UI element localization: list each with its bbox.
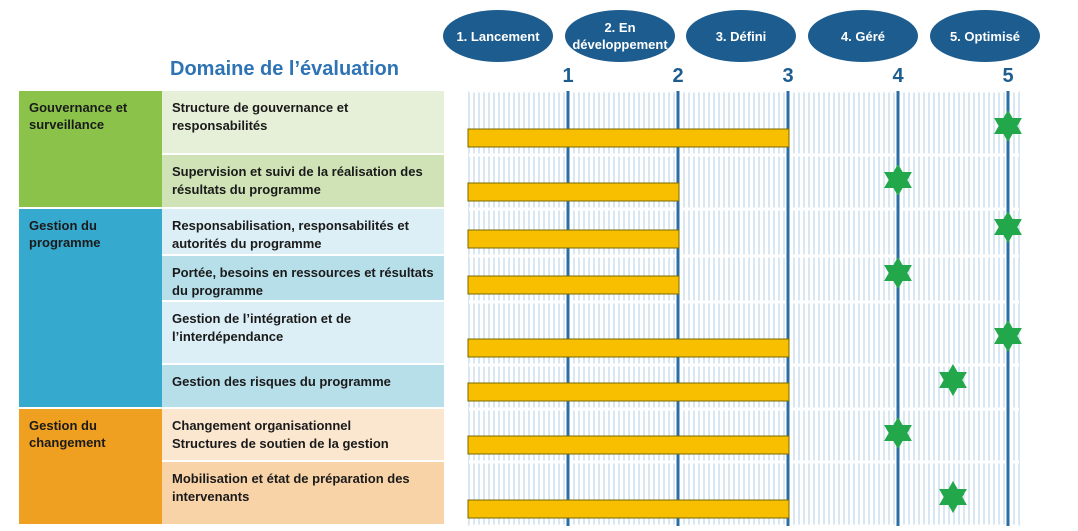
target-level-star <box>994 211 1022 243</box>
current-level-bar <box>468 436 789 454</box>
x-tick-label: 5 <box>1002 65 1014 87</box>
domain-item: Portée, besoins en ressources et résultats du programme <box>162 256 444 300</box>
maturity-level-5: 5. Optimisé <box>930 10 1040 62</box>
maturity-level-1: 1. Lancement <box>443 10 553 62</box>
domain-item: Responsabilisation, responsabilités et autorités du programme <box>162 209 444 254</box>
target-level-star <box>994 320 1022 352</box>
target-level-star <box>884 257 912 289</box>
current-level-bar <box>468 183 679 201</box>
domain-item: Supervision et suivi de la réalisation des résultats du programme <box>162 155 444 207</box>
current-level-bar <box>468 339 789 357</box>
x-tick-label: 3 <box>782 65 794 87</box>
group-cell: Gestion du changement <box>19 409 162 524</box>
target-level-star <box>939 481 967 513</box>
target-level-star <box>884 164 912 196</box>
maturity-level-2: 2. En développement <box>565 10 675 62</box>
group-cell: Gouvernance et surveillance <box>19 91 162 207</box>
target-level-star <box>994 110 1022 142</box>
domain-item: Mobilisation et état de préparation des intervenants <box>162 462 444 524</box>
maturity-level-3: 3. Défini <box>686 10 796 62</box>
group-cell: Gestion du programme <box>19 209 162 407</box>
current-level-bar <box>468 129 789 147</box>
domain-item: Changement organisationnel Structures de soutien de la gestion <box>162 409 444 460</box>
x-tick-label: 2 <box>672 65 684 87</box>
current-level-bar <box>468 230 679 248</box>
x-tick-label: 1 <box>562 65 574 87</box>
domain-item: Gestion de l’intégration et de l’interdépendance <box>162 302 444 363</box>
x-tick-label: 4 <box>892 65 904 87</box>
domain-item: Structure de gouvernance et responsabilités <box>162 91 444 153</box>
current-level-bar <box>468 383 789 401</box>
current-level-bar <box>468 276 679 294</box>
domain-heading: Domaine de l’évaluation <box>170 58 399 80</box>
target-level-star <box>884 417 912 449</box>
domain-item: Gestion des risques du programme <box>162 365 444 407</box>
target-level-star <box>939 364 967 396</box>
current-level-bar <box>468 500 789 518</box>
maturity-level-4: 4. Géré <box>808 10 918 62</box>
